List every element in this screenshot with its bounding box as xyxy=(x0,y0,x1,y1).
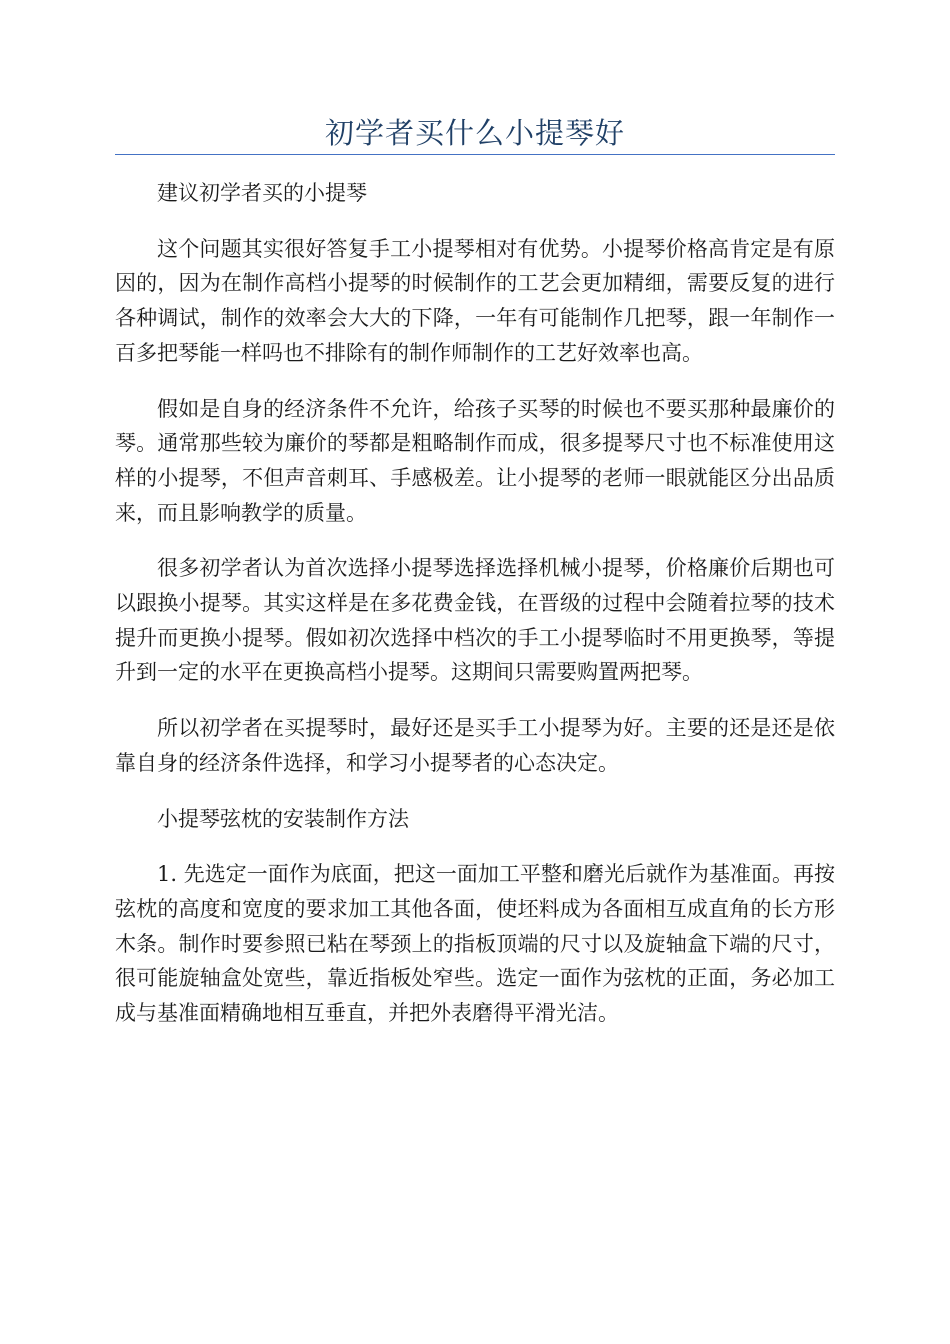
section-heading-recommendation: 建议初学者买的小提琴 xyxy=(157,181,367,205)
paragraph: 很多初学者认为首次选择小提琴选择选择机械小提琴，价格廉价后期也可以跟换小提琴。其实这样是在多花费金钱，在晋级的过程中会随着拉琴的技术提升而更换小提琴。假如初次选择中档次的手工小提琴临时不用更换琴，等提升到一定的水平在更换高档小提琴。这期间只需要购置两把琴。 xyxy=(115,556,835,685)
title-underline xyxy=(115,154,835,155)
paragraph: 这个问题其实很好答复手工小提琴相对有优势。小提琴价格高肯定是有原因的，因为在制作高档小提琴的时候制作的工艺会更加精细，需要反复的进行各种调试，制作的效率会大大的下降，一年有可能制作几把琴，跟一年制作一百多把琴能一样吗也不排除有的制作师制作的工艺好效率也高。 xyxy=(115,236,835,365)
paragraph: 假如是自身的经济条件不允许，给孩子买琴的时候也不要买那种最廉价的琴。通常那些较为廉价的琴都是粗略制作而成，很多提琴尺寸也不标准使用这样的小提琴，不但声音刺耳、手感极差。让小提琴的老师一眼就能区分出品质来，而且影响教学的质量。 xyxy=(115,396,835,525)
paragraph: 1. 先选定一面作为底面，把这一面加工平整和磨光后就作为基准面。再按弦枕的高度和宽度的要求加工其他各面，使坯料成为各面相互成直角的长方形木条。制作时要参照已粘在琴颈上的指板顶端的尺寸以及旋轴盒下端的尺寸，很可能旋轴盒处宽些，靠近指板处窄些。选定一面作为弦枕的正面，务必加工成与基准面精确地相互垂直，并把外表磨得平滑光洁。 xyxy=(115,862,835,1026)
section-heading-nut-installation: 小提琴弦枕的安装制作方法 xyxy=(157,806,409,831)
paragraph: 所以初学者在买提琴时，最好还是买手工小提琴为好。主要的还是还是依靠自身的经济条件选择，和学习小提琴者的心态决定。 xyxy=(115,716,835,775)
document-title: 初学者买什么小提琴好 xyxy=(324,116,625,150)
document-body xyxy=(115,176,835,1052)
